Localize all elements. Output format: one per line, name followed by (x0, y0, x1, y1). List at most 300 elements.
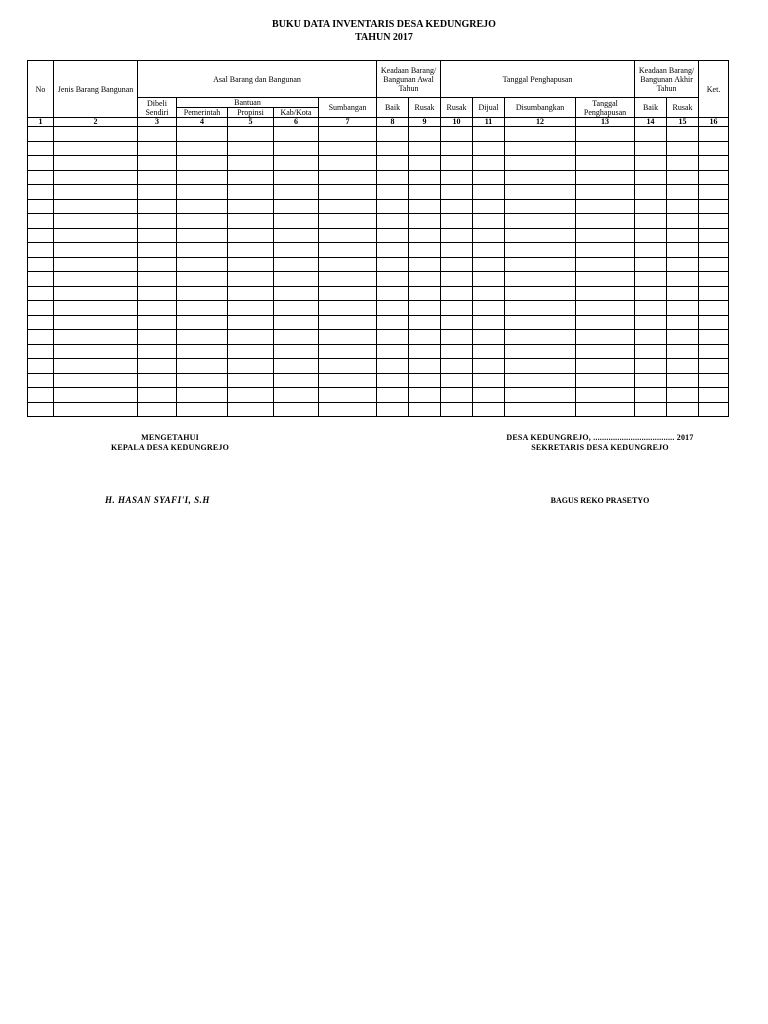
table-cell (505, 141, 576, 156)
table-cell (576, 214, 635, 229)
table-cell (28, 185, 54, 200)
sekretaris-desa-name: BAGUS REKO PRASETYO (550, 496, 650, 505)
table-cell (576, 228, 635, 243)
table-cell (409, 127, 441, 142)
table-cell (319, 388, 377, 403)
table-cell (54, 330, 138, 345)
table-cell (177, 243, 228, 258)
table-cell (274, 373, 319, 388)
header-rusak-hapus: Rusak (441, 98, 473, 118)
table-cell (228, 373, 274, 388)
table-cell (635, 156, 667, 171)
table-cell (274, 301, 319, 316)
column-number: 7 (319, 118, 377, 127)
table-cell (377, 214, 409, 229)
table-cell (138, 301, 177, 316)
table-cell (667, 315, 699, 330)
header-ket: Ket. (699, 61, 729, 118)
header-keadaan-awal: Keadaan Barang/ Bangunan Awal Tahun (377, 61, 441, 98)
table-cell (473, 127, 505, 142)
table-cell (177, 388, 228, 403)
header-kab-kota: Kab/Kota (274, 108, 319, 118)
table-cell (54, 228, 138, 243)
table-cell (441, 243, 473, 258)
table-cell (228, 156, 274, 171)
header-sumbangan: Sumbangan (319, 98, 377, 118)
table-cell (28, 388, 54, 403)
table-cell (473, 330, 505, 345)
table-cell (54, 170, 138, 185)
table-cell (576, 388, 635, 403)
table-cell (377, 228, 409, 243)
table-cell (319, 301, 377, 316)
table-cell (274, 214, 319, 229)
table-cell (635, 301, 667, 316)
table-cell (28, 330, 54, 345)
table-cell (505, 315, 576, 330)
table-cell (699, 170, 729, 185)
table-cell (319, 199, 377, 214)
table-cell (505, 214, 576, 229)
table-cell (576, 243, 635, 258)
table-cell (138, 286, 177, 301)
table-cell (635, 373, 667, 388)
table-cell (177, 286, 228, 301)
table-cell (319, 286, 377, 301)
table-cell (635, 214, 667, 229)
table-cell (409, 199, 441, 214)
table-cell (441, 257, 473, 272)
table-cell (138, 170, 177, 185)
table-cell (635, 257, 667, 272)
table-cell (274, 388, 319, 403)
column-number: 11 (473, 118, 505, 127)
column-number-row (28, 118, 729, 127)
table-cell (377, 257, 409, 272)
table-cell (228, 272, 274, 287)
table-row (28, 402, 729, 417)
table-cell (54, 156, 138, 171)
table-cell (441, 199, 473, 214)
table-cell (699, 330, 729, 345)
table-row (28, 257, 729, 272)
table-cell (274, 141, 319, 156)
table-cell (505, 373, 576, 388)
table-cell (177, 272, 228, 287)
table-cell (377, 330, 409, 345)
table-cell (576, 199, 635, 214)
table-cell (441, 156, 473, 171)
table-cell (441, 141, 473, 156)
table-cell (505, 257, 576, 272)
table-cell (177, 185, 228, 200)
table-cell (409, 359, 441, 374)
table-cell (667, 156, 699, 171)
table-cell (635, 141, 667, 156)
table-cell (635, 359, 667, 374)
table-cell (319, 272, 377, 287)
table-cell (28, 257, 54, 272)
table-cell (228, 127, 274, 142)
table-cell (635, 243, 667, 258)
table-cell (274, 286, 319, 301)
sekretaris-desa-label: SEKRETARIS DESA KEDUNGREJO (531, 443, 669, 452)
table-cell (409, 373, 441, 388)
table-cell (138, 156, 177, 171)
table-cell (667, 359, 699, 374)
column-number: 10 (441, 118, 473, 127)
table-cell (441, 388, 473, 403)
table-cell (473, 185, 505, 200)
table-cell (138, 257, 177, 272)
table-cell (228, 330, 274, 345)
table-row (28, 156, 729, 171)
column-number: 8 (377, 118, 409, 127)
table-cell (377, 185, 409, 200)
table-cell (319, 141, 377, 156)
table-row (28, 127, 729, 142)
column-number: 12 (505, 118, 576, 127)
table-cell (441, 214, 473, 229)
table-cell (377, 141, 409, 156)
table-cell (441, 330, 473, 345)
table-cell (473, 243, 505, 258)
table-cell (409, 243, 441, 258)
table-cell (177, 402, 228, 417)
table-cell (28, 272, 54, 287)
table-cell (28, 228, 54, 243)
table-cell (319, 402, 377, 417)
table-cell (138, 243, 177, 258)
table-cell (699, 199, 729, 214)
table-cell (409, 315, 441, 330)
table-cell (319, 185, 377, 200)
table-cell (54, 257, 138, 272)
table-cell (228, 301, 274, 316)
table-cell (274, 402, 319, 417)
table-cell (473, 359, 505, 374)
table-cell (177, 344, 228, 359)
table-cell (699, 388, 729, 403)
table-cell (667, 257, 699, 272)
table-row (28, 373, 729, 388)
table-cell (635, 286, 667, 301)
table-cell (377, 301, 409, 316)
table-cell (473, 344, 505, 359)
table-cell (576, 141, 635, 156)
column-number: 3 (138, 118, 177, 127)
header-disumbangkan: Disumbangkan (505, 98, 576, 118)
table-cell (667, 286, 699, 301)
table-cell (177, 127, 228, 142)
table-cell (699, 402, 729, 417)
table-cell (409, 156, 441, 171)
table-cell (473, 257, 505, 272)
table-cell (228, 243, 274, 258)
table-cell (54, 214, 138, 229)
table-cell (228, 257, 274, 272)
table-cell (228, 315, 274, 330)
table-cell (54, 315, 138, 330)
table-cell (138, 141, 177, 156)
table-cell (177, 214, 228, 229)
header-baik-akhir: Baik (635, 98, 667, 118)
table-cell (138, 402, 177, 417)
table-cell (441, 344, 473, 359)
table-row (28, 286, 729, 301)
table-cell (377, 243, 409, 258)
table-cell (441, 170, 473, 185)
table-cell (54, 141, 138, 156)
table-row (28, 388, 729, 403)
table-cell (54, 402, 138, 417)
table-cell (138, 214, 177, 229)
table-cell (28, 359, 54, 374)
table-cell (473, 388, 505, 403)
table-cell (441, 272, 473, 287)
table-cell (635, 344, 667, 359)
table-cell (667, 330, 699, 345)
table-cell (505, 185, 576, 200)
column-number: 6 (274, 118, 319, 127)
table-cell (138, 315, 177, 330)
table-cell (505, 388, 576, 403)
header-propinsi: Propinsi (228, 108, 274, 118)
table-cell (274, 199, 319, 214)
table-cell (699, 344, 729, 359)
table-cell (319, 315, 377, 330)
table-cell (377, 272, 409, 287)
inventory-table (27, 60, 729, 417)
table-cell (635, 330, 667, 345)
table-cell (441, 286, 473, 301)
table-cell (576, 185, 635, 200)
table-cell (441, 185, 473, 200)
table-cell (319, 330, 377, 345)
table-cell (667, 127, 699, 142)
table-cell (699, 228, 729, 243)
table-cell (473, 214, 505, 229)
table-cell (177, 228, 228, 243)
table-cell (28, 301, 54, 316)
table-row (28, 301, 729, 316)
table-cell (699, 257, 729, 272)
table-cell (635, 388, 667, 403)
table-cell (505, 344, 576, 359)
table-cell (54, 373, 138, 388)
table-row (28, 359, 729, 374)
table-cell (138, 185, 177, 200)
table-cell (473, 301, 505, 316)
table-cell (667, 228, 699, 243)
table-cell (177, 359, 228, 374)
table-cell (54, 286, 138, 301)
table-cell (505, 330, 576, 345)
table-cell (138, 344, 177, 359)
table-cell (699, 243, 729, 258)
table-cell (441, 301, 473, 316)
table-cell (409, 185, 441, 200)
table-cell (699, 373, 729, 388)
table-cell (699, 301, 729, 316)
table-cell (667, 141, 699, 156)
table-cell (699, 272, 729, 287)
table-cell (409, 344, 441, 359)
table-cell (409, 214, 441, 229)
table-cell (576, 402, 635, 417)
table-cell (377, 170, 409, 185)
table-cell (505, 127, 576, 142)
table-cell (635, 272, 667, 287)
table-cell (505, 243, 576, 258)
signature-block-right (470, 433, 730, 453)
table-cell (228, 199, 274, 214)
table-cell (505, 272, 576, 287)
header-jenis-barang: Jenis Barang Bangunan (54, 61, 138, 118)
table-cell (28, 141, 54, 156)
table-cell (699, 185, 729, 200)
table-cell (28, 344, 54, 359)
table-cell (441, 228, 473, 243)
table-cell (228, 170, 274, 185)
table-cell (699, 359, 729, 374)
header-tanggal-penghapusan-group: Tanggal Penghapusan (441, 61, 635, 98)
table-cell (473, 286, 505, 301)
table-cell (377, 286, 409, 301)
table-cell (177, 257, 228, 272)
table-cell (377, 156, 409, 171)
table-cell (28, 373, 54, 388)
table-row (28, 170, 729, 185)
table-cell (576, 344, 635, 359)
table-cell (473, 373, 505, 388)
table-cell (576, 272, 635, 287)
table-cell (409, 257, 441, 272)
table-cell (274, 243, 319, 258)
table-cell (177, 330, 228, 345)
table-cell (635, 185, 667, 200)
table-cell (274, 185, 319, 200)
table-cell (228, 228, 274, 243)
table-cell (319, 373, 377, 388)
table-cell (576, 127, 635, 142)
table-row (28, 141, 729, 156)
header-bantuan: Bantuan (177, 98, 319, 108)
table-cell (177, 170, 228, 185)
table-cell (441, 315, 473, 330)
table-cell (576, 286, 635, 301)
column-number: 1 (28, 118, 54, 127)
table-cell (138, 199, 177, 214)
table-cell (635, 402, 667, 417)
header-rusak-awal: Rusak (409, 98, 441, 118)
header-asal-barang: Asal Barang dan Bangunan (138, 61, 377, 98)
table-cell (274, 359, 319, 374)
table-cell (54, 388, 138, 403)
table-cell (576, 359, 635, 374)
column-number: 4 (177, 118, 228, 127)
table-row (28, 243, 729, 258)
document-year: TAHUN 2017 (355, 32, 413, 43)
table-cell (635, 127, 667, 142)
table-cell (699, 286, 729, 301)
table-cell (699, 156, 729, 171)
table-row (28, 185, 729, 200)
table-cell (177, 199, 228, 214)
header-baik-awal: Baik (377, 98, 409, 118)
column-number: 5 (228, 118, 274, 127)
table-cell (319, 156, 377, 171)
table-cell (473, 141, 505, 156)
table-cell (667, 214, 699, 229)
table-cell (409, 286, 441, 301)
header-rusak-akhir: Rusak (667, 98, 699, 118)
table-cell (441, 402, 473, 417)
table-cell (138, 373, 177, 388)
column-number: 2 (54, 118, 138, 127)
table-cell (228, 402, 274, 417)
table-cell (54, 272, 138, 287)
table-cell (576, 330, 635, 345)
table-cell (274, 257, 319, 272)
table-cell (505, 170, 576, 185)
table-cell (473, 170, 505, 185)
table-cell (28, 170, 54, 185)
table-cell (377, 315, 409, 330)
table-cell (699, 141, 729, 156)
table-cell (409, 301, 441, 316)
table-cell (473, 199, 505, 214)
table-cell (409, 330, 441, 345)
table-cell (409, 228, 441, 243)
table-cell (441, 127, 473, 142)
table-cell (138, 127, 177, 142)
table-cell (441, 373, 473, 388)
table-cell (505, 301, 576, 316)
table-cell (228, 286, 274, 301)
table-cell (319, 344, 377, 359)
table-cell (274, 228, 319, 243)
column-number: 13 (576, 118, 635, 127)
table-cell (576, 301, 635, 316)
table-cell (635, 228, 667, 243)
table-cell (667, 373, 699, 388)
table-cell (274, 272, 319, 287)
table-cell (473, 156, 505, 171)
table-cell (274, 127, 319, 142)
table-cell (377, 388, 409, 403)
table-cell (377, 373, 409, 388)
table-row (28, 315, 729, 330)
table-cell (319, 359, 377, 374)
table-cell (409, 388, 441, 403)
table-row (28, 214, 729, 229)
table-cell (409, 170, 441, 185)
table-cell (667, 402, 699, 417)
table-cell (177, 141, 228, 156)
table-cell (635, 170, 667, 185)
table-cell (228, 141, 274, 156)
table-cell (228, 359, 274, 374)
table-cell (138, 272, 177, 287)
table-cell (505, 199, 576, 214)
table-cell (635, 199, 667, 214)
table-cell (473, 315, 505, 330)
table-cell (28, 315, 54, 330)
table-row (28, 330, 729, 345)
header-tanggal-penghapusan: Tanggal Penghapusan (576, 98, 635, 118)
table-cell (28, 199, 54, 214)
